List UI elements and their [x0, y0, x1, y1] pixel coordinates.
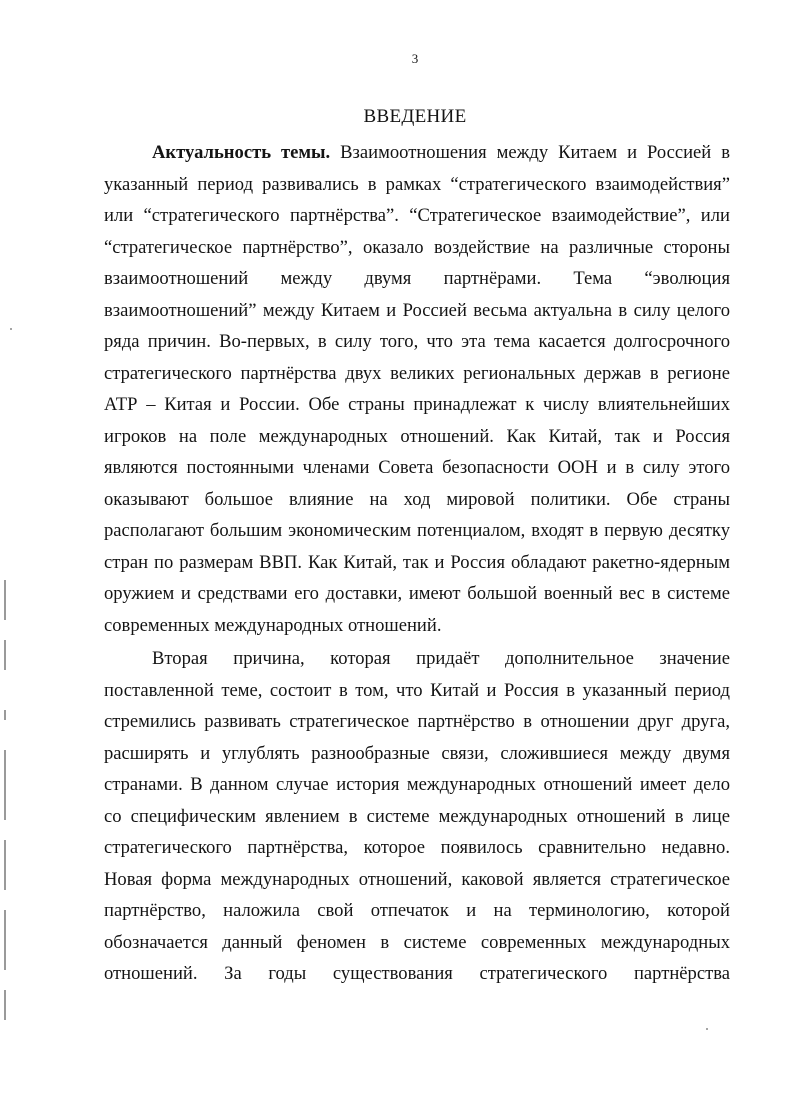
scan-speck: [10, 328, 12, 330]
page-number: 3: [411, 51, 419, 66]
scan-artifact: [4, 580, 6, 620]
text-line: расширять и углублять разнообразные связи, сложившиеся между двумя: [104, 742, 730, 764]
text-line: располагают большим экономическим потенциалом, входят в первую десятку: [104, 520, 730, 541]
paragraph-second-reason: [104, 643, 730, 990]
text-line: оружием и средствами его доставки, имеют большой военный вес в системе: [104, 583, 730, 604]
text-line: взаимоотношений” между Китаем и Россией весьма актуальна в силу целого: [104, 299, 730, 321]
scan-artifact: [4, 710, 6, 720]
text-line: Вторая причина, которая придаёт дополнительное значение: [152, 648, 730, 669]
text-line: оказывают большое влияние на ход мировой политики. Обе страны: [104, 488, 730, 510]
text-line: отношений. За годы существования стратегического партнёрства: [104, 963, 730, 984]
text-line: игроков на поле международных отношений. Как Китай, так и Россия: [104, 425, 730, 447]
text-line: ряда причин. Во-первых, в силу того, что эта тема касается долгосрочного: [104, 331, 730, 352]
scan-artifact: [4, 840, 6, 890]
paragraph-relevance: [104, 137, 730, 641]
scan-speck: [706, 1028, 708, 1030]
scan-artifact: [4, 750, 6, 820]
text-line: со специфическим явлением в системе международных отношений в лице: [104, 805, 730, 827]
text-line-part: Взаимоотношения между Китаем и Россией в: [330, 142, 730, 163]
text-line: обозначается данный феномен в системе современных международных: [104, 931, 730, 953]
text-line: странами. В данном случае история международных отношений имеет дело: [104, 774, 730, 795]
scan-artifact: [4, 990, 6, 1020]
text-line: стремились развивать стратегическое партнёрство в отношении друг друга,: [104, 711, 730, 732]
scan-margin-artifacts: [0, 560, 14, 1040]
body-text: [104, 137, 730, 990]
text-line: Новая форма международных отношений, каковой является стратегическое: [104, 868, 730, 890]
text-line: современных международных отношений.: [104, 614, 442, 636]
text-line: стратегического партнёрства двух великих региональных держав в регионе: [104, 362, 730, 384]
section-heading: ВВЕДЕНИЕ: [363, 106, 467, 127]
scan-artifact: [4, 640, 6, 670]
scan-artifact: [4, 910, 6, 970]
text-line: “стратегическое партнёрство”, оказало воздействие на различные стороны: [104, 236, 730, 258]
text-line: являются постоянными членами Совета безопасности ООН и в силу этого: [104, 457, 730, 478]
text-line: [104, 137, 730, 169]
relevance-lead: Актуальность темы.: [152, 142, 331, 163]
text-line: поставленной теме, состоит в том, что Китай и Россия в указанный период: [104, 679, 730, 701]
text-line: или “стратегического партнёрства”. “Стратегическое взаимодействие”, или: [104, 205, 730, 226]
text-line: стран по размерам ВВП. Как Китай, так и Россия обладают ракетно-ядерным: [104, 551, 730, 573]
text-line: указанный период развивались в рамках “стратегического взаимодействия”: [104, 173, 730, 195]
text-line: АТР – Китая и России. Обе страны принадлежат к числу влиятельнейших: [104, 394, 730, 415]
text-line: взаимоотношений между двумя партнёрами. Тема “эволюция: [104, 268, 730, 289]
text-line: стратегического партнёрства, которое появилось сравнительно недавно.: [104, 837, 730, 858]
text-line: партнёрство, наложила свой отпечаток и на терминологию, которой: [104, 900, 730, 921]
